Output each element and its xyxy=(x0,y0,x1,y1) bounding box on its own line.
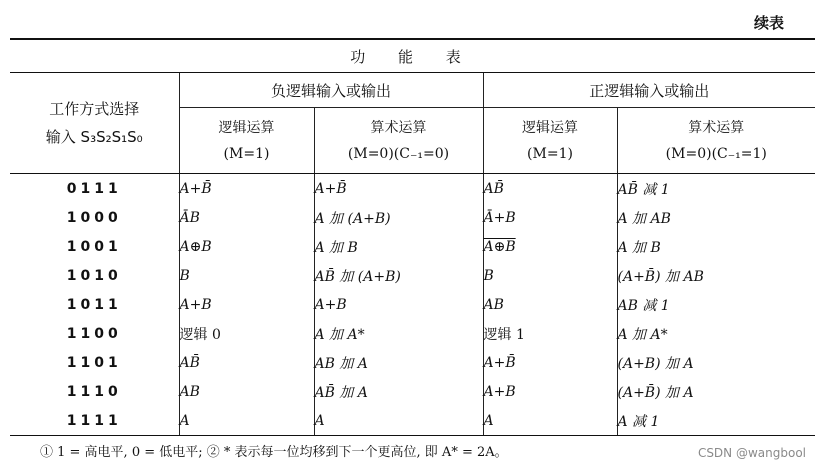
mode-code-cell: 1101 xyxy=(10,348,179,377)
neg-arith-condition: (M=0)(C₋₁=0) xyxy=(347,145,450,162)
pos-arith-label: 算术运算 xyxy=(688,119,745,136)
positive-logic-group-header: 正逻辑输入或输出 xyxy=(483,73,815,108)
mode-select-header xyxy=(10,73,179,174)
pos-arith-condition: (M=0)(C₋₁=1) xyxy=(665,145,767,162)
table-row xyxy=(10,174,815,204)
pos-logic-cell: AB̄ xyxy=(483,174,617,204)
mode-code-cell: 1100 xyxy=(10,319,179,348)
negative-logic-group-header: 负逻辑输入或输出 xyxy=(179,73,483,108)
mode-code-cell: 1011 xyxy=(10,290,179,319)
neg-arith-label: 算术运算 xyxy=(370,119,427,136)
pos-arith-cell: (A+B̄) 加 AB xyxy=(617,261,815,290)
mode-code-cell: 1111 xyxy=(10,406,179,436)
table-row xyxy=(10,377,815,406)
pos-arith-cell: A 加 A* xyxy=(617,319,815,348)
pos-logic-cell: A+B xyxy=(483,377,617,406)
table-footnote: ① 1 = 高电平, 0 = 低电平; ② * 表示每一位均移到下一个更高位, 即 A* = 2A。 xyxy=(40,445,508,460)
neg-logic-cell: B xyxy=(179,261,314,290)
neg-logic-cell: AB̄ xyxy=(179,348,314,377)
pos-logic-cell: A⊕B xyxy=(483,232,617,261)
table-row xyxy=(10,290,815,319)
continued-label: 续表 xyxy=(753,14,784,32)
mode-code-cell: 1110 xyxy=(10,377,179,406)
neg-logic-cell: 逻辑 0 xyxy=(179,319,314,348)
pos-arith-cell: (A+B) 加 A xyxy=(617,348,815,377)
pos-arith-cell: A 减 1 xyxy=(617,406,815,436)
mode-header-line2: 输入 S₃S₂S₁S₀ xyxy=(45,128,143,146)
pos-arith-cell: (A+B̄) 加 A xyxy=(617,377,815,406)
pos-logic-cell: B xyxy=(483,261,617,290)
mode-code-cell: 1001 xyxy=(10,232,179,261)
neg-logic-label: 逻辑运算 xyxy=(218,119,275,136)
mode-code-cell: 0111 xyxy=(10,174,179,204)
neg-arith-cell: A xyxy=(314,406,483,436)
mode-code-cell: 1000 xyxy=(10,203,179,232)
table-row xyxy=(10,348,815,377)
neg-logic-cell: AB xyxy=(179,377,314,406)
table-row xyxy=(10,261,815,290)
pos-logic-condition: (M=1) xyxy=(527,145,573,162)
neg-logic-header xyxy=(179,108,314,174)
pos-arith-cell: A 加 B xyxy=(617,232,815,261)
table-row xyxy=(10,203,815,232)
neg-arith-header xyxy=(314,108,483,174)
neg-arith-cell: AB̄ 加 A xyxy=(314,377,483,406)
table-row xyxy=(10,232,815,261)
neg-logic-condition: (M=1) xyxy=(223,145,270,162)
table-row xyxy=(10,319,815,348)
neg-arith-cell: A 加 (A+B) xyxy=(314,203,483,232)
pos-logic-header xyxy=(483,108,617,174)
pos-logic-cell: AB xyxy=(483,290,617,319)
neg-logic-cell: A⊕B xyxy=(179,232,314,261)
watermark: CSDN @wangbool xyxy=(697,446,806,460)
neg-logic-cell: A+B̄ xyxy=(179,174,314,204)
table-row xyxy=(10,406,815,436)
pos-logic-cell: A+B̄ xyxy=(483,348,617,377)
mode-header-line1: 工作方式选择 xyxy=(49,100,140,118)
pos-arith-cell: A 加 AB xyxy=(617,203,815,232)
neg-arith-cell: A+B xyxy=(314,290,483,319)
pos-logic-cell: Ā+B xyxy=(483,203,617,232)
neg-arith-cell: A 加 B xyxy=(314,232,483,261)
pos-logic-cell: A xyxy=(483,406,617,436)
neg-logic-cell: ĀB xyxy=(179,203,314,232)
neg-logic-cell: A xyxy=(179,406,314,436)
pos-logic-label: 逻辑运算 xyxy=(522,119,578,136)
pos-logic-cell: 逻辑 1 xyxy=(483,319,617,348)
function-table xyxy=(10,38,815,436)
pos-arith-cell: AB 减 1 xyxy=(617,290,815,319)
neg-arith-cell: AB 加 A xyxy=(314,348,483,377)
neg-arith-cell: AB̄ 加 (A+B) xyxy=(314,261,483,290)
pos-arith-header xyxy=(617,108,815,174)
table-title: 功 能 表 xyxy=(10,39,815,73)
neg-arith-cell: A+B̄ xyxy=(314,174,483,204)
mode-code-cell: 1010 xyxy=(10,261,179,290)
neg-logic-cell: A+B xyxy=(179,290,314,319)
pos-arith-cell: AB̄ 减 1 xyxy=(617,174,815,204)
neg-arith-cell: A 加 A* xyxy=(314,319,483,348)
